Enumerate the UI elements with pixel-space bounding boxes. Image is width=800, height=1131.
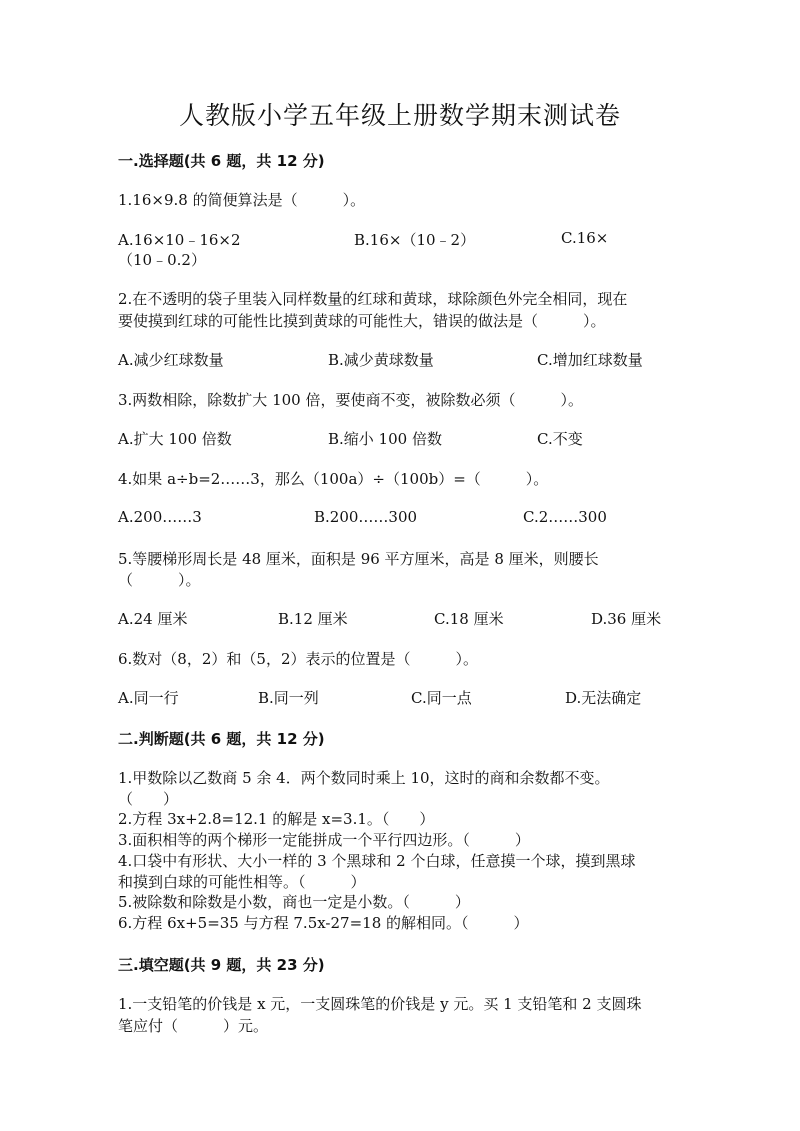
q3-option-c: C.不变 xyxy=(537,430,583,448)
q2-option-b: B.减少黄球数量 xyxy=(328,351,434,369)
q2-option-c: C.增加红球数量 xyxy=(537,351,643,369)
tf-item-4-continued: 和摸到白球的可能性相等。（ ） xyxy=(118,873,366,891)
q5-option-c: C.18 厘米 xyxy=(434,610,504,628)
section-heading-true-false: 二.判断题(共 6 题，共 12 分) xyxy=(118,730,325,748)
q1-option-c-continued: （10﹣0.2） xyxy=(118,251,206,269)
q3-option-a: A.扩大 100 倍数 xyxy=(118,430,232,448)
question-5-stem-line2: （ ）。 xyxy=(118,571,201,589)
fill-item-1-continued: 笔应付（ ）元。 xyxy=(118,1017,269,1035)
q4-option-b: B.200……300 xyxy=(314,508,418,526)
tf-item-2: 2.方程 3x+2.8=12.1 的解是 x=3.1。（ ） xyxy=(118,810,435,828)
q3-option-b: B.缩小 100 倍数 xyxy=(328,430,442,448)
question-6-stem: 6.数对（8，2）和（5，2）表示的位置是（ ）。 xyxy=(118,650,478,668)
q6-option-c: C.同一点 xyxy=(411,689,472,707)
tf-item-1-bracket: （ ） xyxy=(118,790,179,808)
q6-option-a: A.同一行 xyxy=(118,689,179,707)
tf-item-3: 3.面积相等的两个梯形一定能拼成一个平行四边形。（ ） xyxy=(118,831,530,849)
tf-item-6: 6.方程 6x+5=35 与方程 7.5x-27=18 的解相同。（ ） xyxy=(118,914,529,932)
q5-option-b: B.12 厘米 xyxy=(278,610,348,628)
question-5-stem-line1: 5.等腰梯形周长是 48 厘米，面积是 96 平方厘米，高是 8 厘米，则腰长 xyxy=(118,550,599,568)
page-title: 人教版小学五年级上册数学期末测试卷 xyxy=(178,101,621,130)
question-4-stem: 4.如果 a÷b=2……3，那么（100a）÷（100b）=（ ）。 xyxy=(118,470,549,488)
q4-option-c: C.2……300 xyxy=(523,508,607,526)
fill-item-1: 1.一支铅笔的价钱是 x 元，一支圆珠笔的价钱是 y 元。买 1 支铅笔和 2 支圆珠 xyxy=(118,995,642,1013)
question-2-stem-line1: 2.在不透明的袋子里装入同样数量的红球和黄球，球除颜色外完全相同，现在 xyxy=(118,290,628,308)
question-1-stem: 1.16×9.8 的简便算法是（ ）。 xyxy=(118,191,366,209)
q5-option-a: A.24 厘米 xyxy=(118,610,188,628)
q5-option-d: D.36 厘米 xyxy=(591,610,662,628)
q2-option-a: A.减少红球数量 xyxy=(118,351,224,369)
q6-option-d: D.无法确定 xyxy=(565,689,642,707)
q6-option-b: B.同一列 xyxy=(258,689,319,707)
q4-option-a: A.200……3 xyxy=(118,508,202,526)
q1-option-c: C.16× xyxy=(561,229,609,247)
tf-item-4: 4.口袋中有形状、大小一样的 3 个黑球和 2 个白球，任意摸一个球，摸到黑球 xyxy=(118,852,636,870)
section-heading-fill-blank: 三.填空题(共 9 题，共 23 分) xyxy=(118,956,325,974)
tf-item-1: 1.甲数除以乙数商 5 余 4．两个数同时乘上 10，这时的商和余数都不变。 xyxy=(118,769,610,787)
question-3-stem: 3.两数相除，除数扩大 100 倍，要使商不变，被除数必须（ ）。 xyxy=(118,391,583,409)
question-2-stem-line2: 要使摸到红球的可能性比摸到黄球的可能性大，错误的做法是（ ）。 xyxy=(118,312,606,330)
section-heading-choice: 一.选择题(共 6 题，共 12 分) xyxy=(118,152,325,170)
q1-option-a: A.16×10﹣16×2 xyxy=(118,231,241,249)
tf-item-5: 5.被除数和除数是小数，商也一定是小数。（ ） xyxy=(118,893,470,911)
q1-option-b: B.16×（10﹣2） xyxy=(354,231,476,249)
